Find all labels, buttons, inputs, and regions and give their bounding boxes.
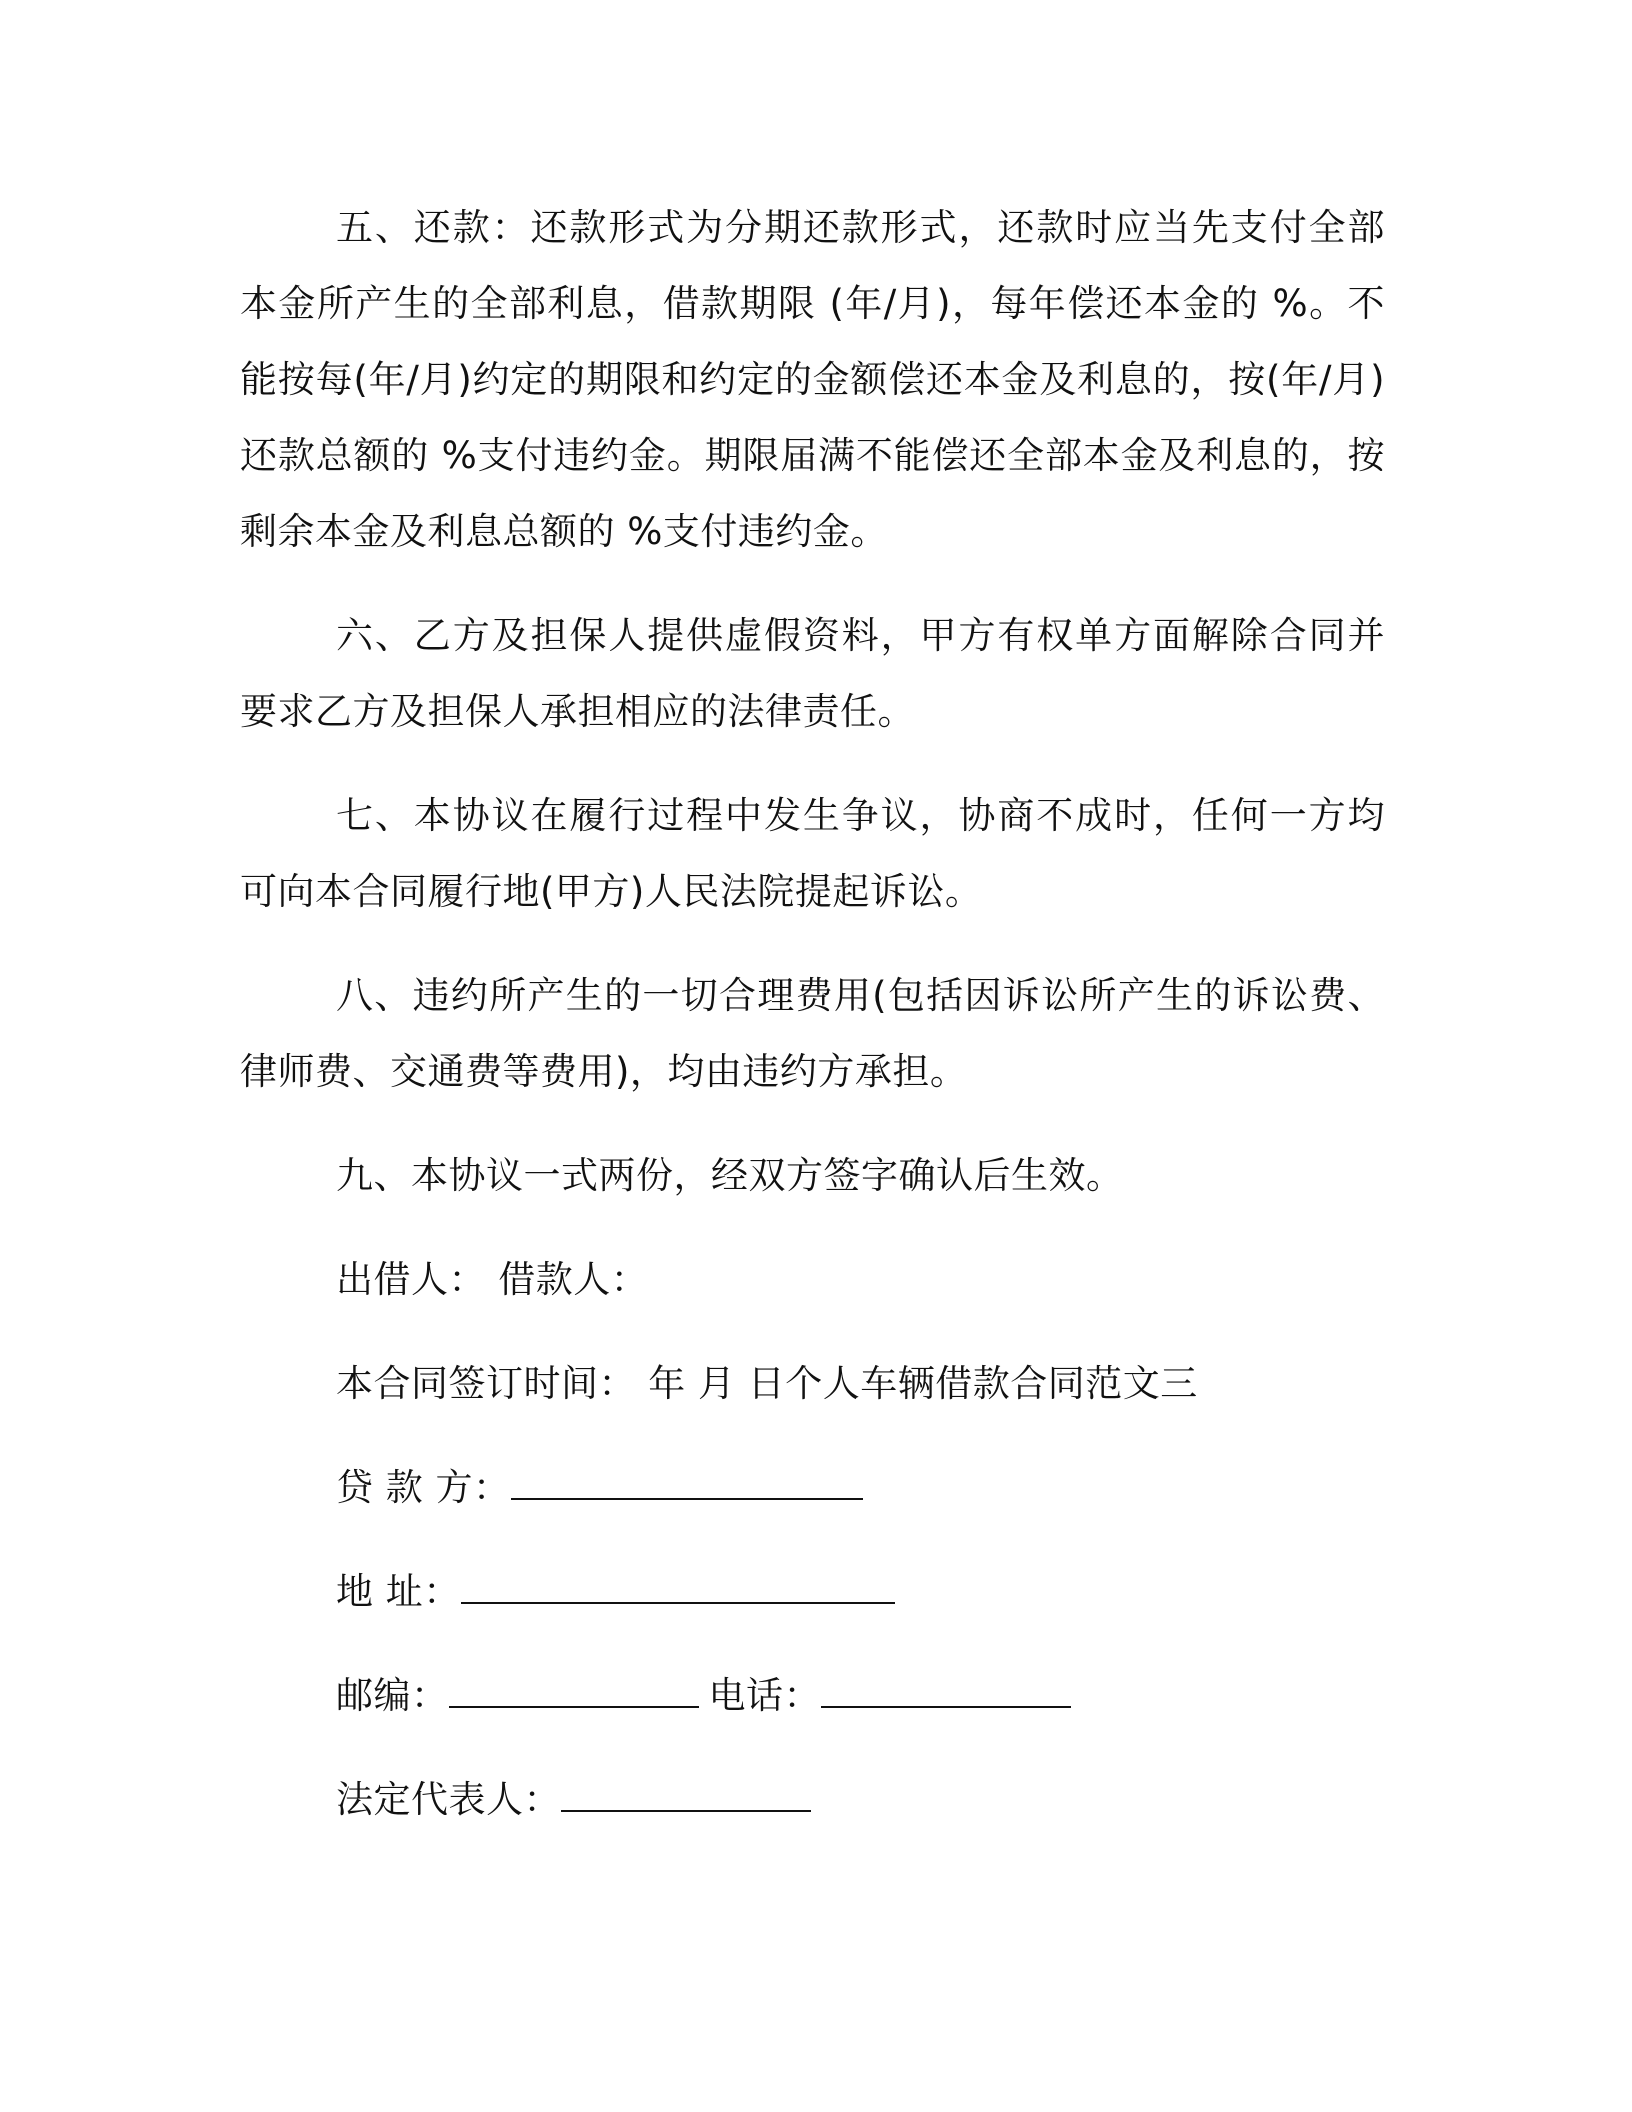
contract-page: [240, 190, 1385, 1866]
address-blank: [461, 1562, 895, 1604]
address-field: [336, 1554, 1385, 1630]
clause-5-repayment: 五、还款：还款形式为分期还款形式，还款时应当先支付全部本金所产生的全部利息，借款期限 (年/月)，每年偿还本金的 %。不能按每(年/月)约定的期限和约定的金额偿还本金及利息的，按(年/月)还款总额的 %支付违约金。期限届满不能偿还全部本金及利息的，按剩余本金及利息总额的 %支付违约金。: [240, 206, 1385, 553]
lender-field: [336, 1450, 1385, 1526]
lender-blank: [511, 1458, 863, 1500]
legal-rep-label: 法定代表人：: [336, 1778, 561, 1821]
legal-rep-blank: [561, 1770, 811, 1812]
clause-9-effect: 九、本协议一式两份，经双方签字确认后生效。: [336, 1154, 1124, 1197]
parties-line: 出借人： 借款人：: [336, 1258, 649, 1301]
clause-8-costs: 八、违约所产生的一切合理费用(包括因诉讼所产生的诉讼费、律师费、交通费等费用)，均由违约方承担。: [240, 974, 1385, 1093]
address-label: 地 址：: [336, 1570, 461, 1613]
legal-rep-field: [336, 1762, 1385, 1838]
zip-phone-field: [336, 1658, 1385, 1734]
clause-7-dispute: 七、本协议在履行过程中发生争议，协商不成时，任何一方均可向本合同履行地(甲方)人民法院提起诉讼。: [240, 794, 1385, 913]
sign-date-line: 本合同签订时间： 年 月 日个人车辆借款合同范文三: [336, 1362, 1198, 1405]
zip-label: 邮编：: [336, 1674, 449, 1717]
zip-blank: [449, 1666, 699, 1708]
clause-6-false-info: 六、乙方及担保人提供虚假资料，甲方有权单方面解除合同并要求乙方及担保人承担相应的法律责任。: [240, 614, 1385, 733]
phone-label: 电话：: [708, 1674, 821, 1717]
lender-label: 贷 款 方：: [336, 1466, 511, 1509]
phone-blank: [821, 1666, 1071, 1708]
